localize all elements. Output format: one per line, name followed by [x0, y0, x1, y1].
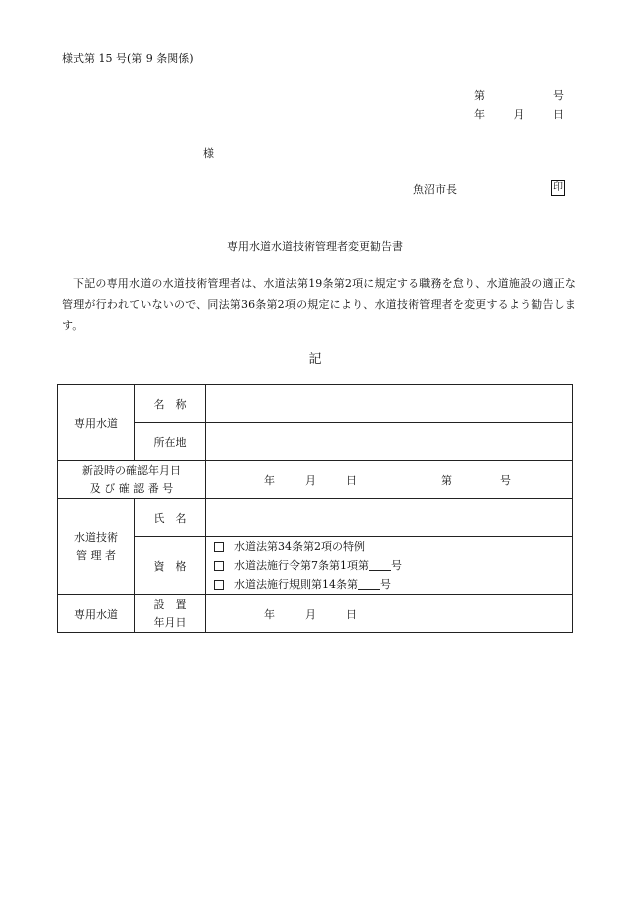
confirmation-value[interactable] [206, 461, 573, 499]
install-date-label [135, 595, 206, 633]
table-row [58, 537, 573, 595]
install-date-label-line2: 年月日 [153, 615, 187, 629]
group-label-technical-manager [58, 499, 135, 595]
table-row [58, 499, 573, 537]
date-year: 年 [474, 108, 485, 121]
sender-name: 魚沼市長 [413, 183, 457, 196]
ki-heading: 記 [308, 352, 322, 367]
date-day: 日 [553, 108, 564, 121]
qualification-option-text: 水道法施行規則第14条第 [234, 578, 358, 591]
table-row [58, 461, 573, 499]
table-row [58, 595, 573, 633]
install-date-value[interactable] [206, 595, 573, 633]
confirm-month: 月 [305, 473, 316, 487]
qualification-option[interactable] [214, 537, 572, 556]
install-month: 月 [305, 607, 316, 621]
document-number-suffix: 号 [553, 89, 564, 102]
qualification-options [206, 537, 573, 595]
group-label-technical-manager-line2: 管 理 者 [76, 548, 116, 562]
addressee: 様 [203, 147, 214, 160]
qualification-label: 資 格 [135, 537, 206, 595]
confirm-no-prefix: 第 [441, 473, 452, 487]
blank-underline[interactable] [369, 560, 391, 571]
checkbox-icon[interactable] [214, 561, 224, 571]
document-number-prefix: 第 [474, 89, 485, 102]
confirmation-label [58, 461, 206, 499]
body-text: 下記の専用水道の水道技術管理者は、水道法第19条第2項に規定する職務を怠り、水道施設の適正な管理が行われていないので、同法第36条第2項の規定により、水道技術管理者を変更するよう勧告します。 [62, 277, 576, 332]
document-date [474, 106, 564, 122]
location-label: 所在地 [135, 423, 206, 461]
seal-mark: 印 [551, 180, 565, 196]
group-label-dedicated-waterworks: 専用水道 [58, 385, 135, 461]
name-value[interactable] [206, 385, 573, 423]
form-number: 様式第 15 号(第 9 条関係) [62, 52, 194, 65]
confirmation-label-line2: 及 び 確 認 番 号 [89, 481, 174, 495]
document-number [474, 87, 564, 103]
person-name-value[interactable] [206, 499, 573, 537]
checkbox-icon[interactable] [214, 580, 224, 590]
name-label: 名 称 [135, 385, 206, 423]
details-table [57, 384, 573, 633]
table-row [58, 423, 573, 461]
confirmation-label-line1: 新設時の確認年月日 [82, 463, 181, 477]
install-year: 年 [264, 607, 275, 621]
confirm-no-suffix: 号 [500, 473, 511, 487]
person-name-label: 氏 名 [135, 499, 206, 537]
group-label-technical-manager-line1: 水道技術 [74, 530, 118, 544]
qualification-option-text: 水道法施行令第7条第1項第 [234, 559, 369, 572]
install-day: 日 [346, 607, 357, 621]
checkbox-icon[interactable] [214, 542, 224, 552]
qualification-option[interactable] [214, 556, 572, 575]
table-row [58, 385, 573, 423]
location-value[interactable] [206, 423, 573, 461]
blank-underline[interactable] [358, 579, 380, 590]
install-date-label-line1: 設 置 [153, 597, 187, 611]
confirm-day: 日 [346, 473, 357, 487]
date-month: 月 [513, 108, 525, 121]
qualification-option[interactable] [214, 575, 572, 594]
confirm-year: 年 [264, 473, 275, 487]
qualification-option-suffix: 号 [391, 559, 402, 572]
group-label-dedicated-waterworks-2: 専用水道 [58, 595, 135, 633]
document-title: 専用水道水道技術管理者変更勧告書 [227, 240, 403, 253]
qualification-option-text: 水道法第34条第2項の特例 [234, 540, 365, 553]
qualification-option-suffix: 号 [380, 578, 391, 591]
